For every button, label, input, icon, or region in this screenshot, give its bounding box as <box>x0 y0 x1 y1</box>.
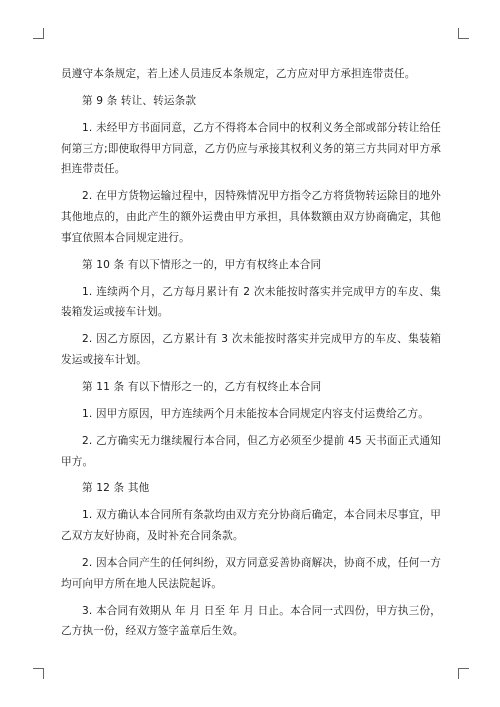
crop-mark-top-right <box>458 28 469 39</box>
crop-mark-top-left <box>33 28 44 39</box>
paragraph-article-12-clause-2: 2. 因本合同产生的任何纠纷，双方同意妥善协商解决，协商不成，任何一方均可向甲方所在地人民法院起诉。 <box>61 556 441 590</box>
crop-mark-bottom-left <box>33 668 44 679</box>
paragraph-article-10-clause-1: 1. 连续两个月，乙方每月累计有 2 次未能按时落实并完成甲方的车皮、集装箱发运或接车计划。 <box>61 285 441 319</box>
heading-article-9: 第 9 条 转让、转运条款 <box>82 94 197 107</box>
contract-body <box>61 64 441 648</box>
heading-article-12: 第 12 条 其他 <box>82 482 150 495</box>
paragraph-article-12-clause-1: 1. 双方确认本合同所有条款均由双方充分协商后确定，本合同未尽事宜，甲乙双方友好协商，及时补充合同条款。 <box>61 509 441 543</box>
paragraph-article-9-clause-1: 1. 未经甲方书面同意，乙方不得将本合同中的权利义务全部或部分转让给任何第三方;即使取得甲方同意，乙方仍应与承接其权利义务的第三方共同对甲方承担连带责任。 <box>61 121 441 176</box>
paragraph-liability-continuation: 员遵守本条规定，若上述人员违反本条规定，乙方应对甲方承担连带责任。 <box>61 68 416 80</box>
paragraph-article-10-clause-2: 2. 因乙方原因，乙方累计有 3 次未能按时落实并完成甲方的车皮、集装箱发运或接车计划。 <box>61 333 441 367</box>
paragraph-article-11-clause-2: 2. 乙方确实无力继续履行本合同，但乙方必须至少提前 45 天书面正式通知甲方。 <box>61 434 441 468</box>
heading-article-10: 第 10 条 有以下情形之一的，甲方有权终止本合同 <box>82 258 322 271</box>
heading-article-11: 第 11 条 有以下情形之一的，乙方有权终止本合同 <box>82 380 322 393</box>
crop-mark-bottom-right <box>458 668 469 679</box>
paragraph-article-11-clause-1: 1. 因甲方原因，甲方连续两个月未能按本合同规定内容支付运费给乙方。 <box>82 407 429 420</box>
paragraph-article-9-clause-2: 2. 在甲方货物运输过程中，因特殊情况甲方指令乙方将货物转运除目的地外其他地点的，由此产生的额外运费由甲方承担，具体数额由双方协商确定，其他事宜依照本合同规定进行。 <box>61 190 441 244</box>
paragraph-article-12-clause-3: 3. 本合同有效期从 年 月 日至 年 月 日止。本合同一式四份，甲方执三份，乙方执一份，经双方签字盖章后生效。 <box>61 604 441 638</box>
